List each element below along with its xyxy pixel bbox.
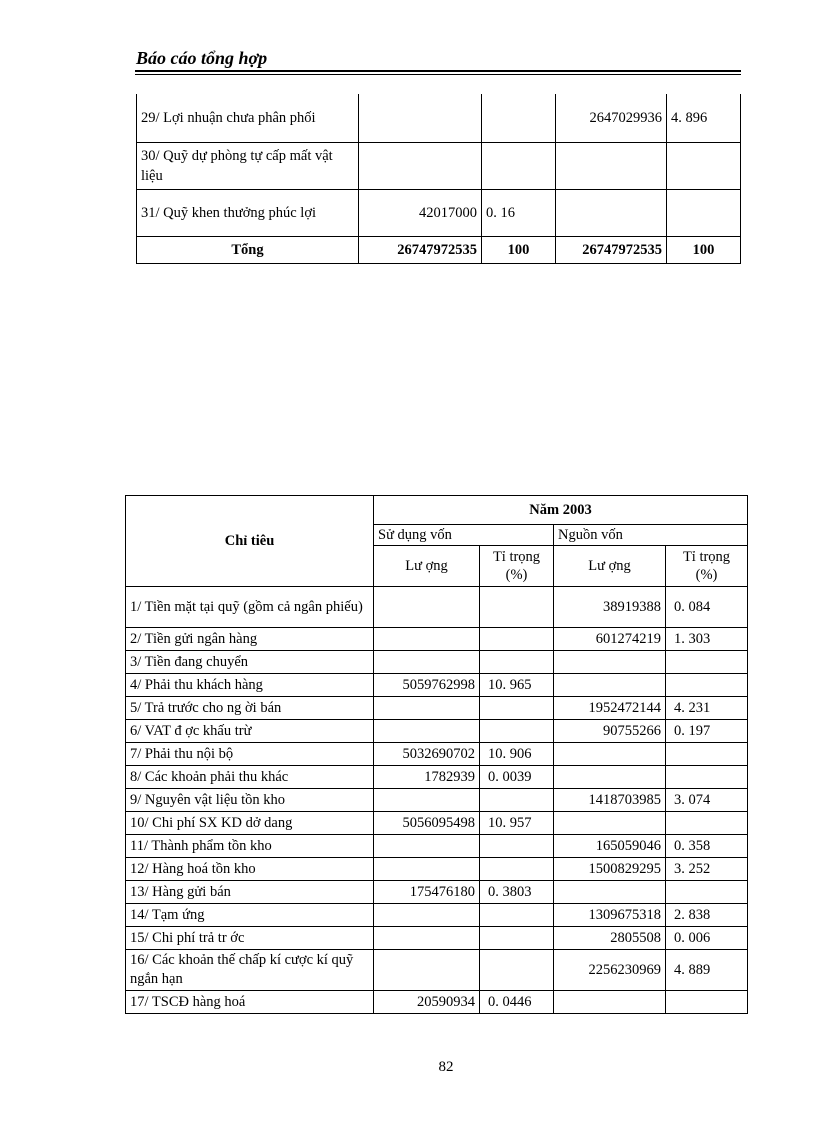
- use-ratio-header: Tỉ trọng (%): [480, 546, 554, 587]
- use-ratio-cell: 0. 3803: [480, 881, 554, 904]
- use-ratio-cell: [480, 651, 554, 674]
- table-row: [137, 189, 741, 236]
- table-row: [126, 651, 748, 674]
- table-row: [137, 142, 741, 189]
- source-ratio-cell: 3. 074: [666, 789, 748, 812]
- cell-amount-2: [556, 189, 667, 236]
- row-label: 2/ Tiền gửi ngân hàng: [126, 628, 374, 651]
- use-ratio-cell: [480, 697, 554, 720]
- page-header-title: Báo cáo tổng hợp: [136, 48, 268, 68]
- table-row: [126, 858, 748, 881]
- use-ratio-cell: [480, 858, 554, 881]
- source-ratio-cell: 4. 889: [666, 950, 748, 991]
- row-label: 31/ Quỹ khen thưởng phúc lợi: [137, 189, 359, 236]
- source-amount-cell: [554, 991, 666, 1014]
- source-ratio-cell: [666, 766, 748, 789]
- source-ratio-header: Tỉ trọng (%): [666, 546, 748, 587]
- source-amount-cell: 38919388: [554, 587, 666, 628]
- use-ratio-cell: [480, 904, 554, 927]
- total-row: [137, 236, 741, 263]
- total-ratio-2: 100: [667, 236, 741, 263]
- cell-ratio-1: [482, 142, 556, 189]
- source-amount-cell: [554, 651, 666, 674]
- use-amount-cell: [374, 927, 480, 950]
- total-amount-1: 26747972535: [359, 236, 482, 263]
- row-label: 16/ Các khoản thế chấp kí cược kí quỹ ngắn hạn: [126, 950, 374, 991]
- use-ratio-cell: 10. 957: [480, 812, 554, 835]
- table-row: [126, 812, 748, 835]
- table-row: [126, 881, 748, 904]
- table-row: [126, 766, 748, 789]
- total-ratio-1: 100: [482, 236, 556, 263]
- use-amount-cell: [374, 628, 480, 651]
- cell-ratio-2: [667, 142, 741, 189]
- source-ratio-cell: 0. 197: [666, 720, 748, 743]
- source-ratio-cell: [666, 881, 748, 904]
- row-label: 12/ Hàng hoá tồn kho: [126, 858, 374, 881]
- use-amount-cell: 1782939: [374, 766, 480, 789]
- table-row: [137, 94, 741, 142]
- use-ratio-cell: 0. 0039: [480, 766, 554, 789]
- source-ratio-cell: 0. 358: [666, 835, 748, 858]
- table-row: [126, 789, 748, 812]
- row-label: 7/ Phải thu nội bộ: [126, 743, 374, 766]
- table-row: [126, 927, 748, 950]
- row-label: 11/ Thành phẩm tồn kho: [126, 835, 374, 858]
- table-row: [126, 743, 748, 766]
- use-amount-header: Lư ợng: [374, 546, 480, 587]
- use-ratio-cell: 10. 906: [480, 743, 554, 766]
- page-number: 82: [438, 1059, 454, 1075]
- source-ratio-cell: [666, 991, 748, 1014]
- row-label: 8/ Các khoản phải thu khác: [126, 766, 374, 789]
- row-label: 3/ Tiền đang chuyển: [126, 651, 374, 674]
- source-ratio-cell: [666, 743, 748, 766]
- table-row: [126, 697, 748, 720]
- source-ratio-cell: 0. 006: [666, 927, 748, 950]
- source-ratio-cell: [666, 651, 748, 674]
- table-row: [126, 587, 748, 628]
- table-row: [126, 904, 748, 927]
- capital-use-header: Sử dụng vốn: [374, 525, 554, 546]
- use-amount-cell: [374, 720, 480, 743]
- table-row: [126, 628, 748, 651]
- header-rule: [135, 70, 741, 72]
- use-amount-cell: [374, 651, 480, 674]
- table-row: [126, 674, 748, 697]
- indicator-header: Chỉ tiêu: [126, 496, 374, 587]
- use-ratio-cell: [480, 587, 554, 628]
- use-ratio-cell: 0. 0446: [480, 991, 554, 1014]
- use-ratio-cell: [480, 628, 554, 651]
- row-label: 6/ VAT đ ợc khấu trừ: [126, 720, 374, 743]
- use-amount-cell: 5059762998: [374, 674, 480, 697]
- row-label: 4/ Phải thu khách hàng: [126, 674, 374, 697]
- use-amount-cell: [374, 789, 480, 812]
- capital-usage-table-2003: [125, 495, 748, 1014]
- capital-source-header: Nguồn vốn: [554, 525, 748, 546]
- use-amount-cell: 20590934: [374, 991, 480, 1014]
- use-ratio-cell: [480, 789, 554, 812]
- capital-source-table-continued: [136, 94, 741, 264]
- year-header: Năm 2003: [374, 496, 748, 525]
- source-amount-cell: 165059046: [554, 835, 666, 858]
- source-amount-cell: [554, 812, 666, 835]
- use-amount-cell: [374, 587, 480, 628]
- use-amount-cell: [374, 904, 480, 927]
- use-amount-cell: [374, 950, 480, 991]
- total-label: Tổng: [137, 236, 359, 263]
- cell-amount-1: 42017000: [359, 189, 482, 236]
- source-amount-cell: [554, 674, 666, 697]
- row-label: 13/ Hàng gửi bán: [126, 881, 374, 904]
- source-amount-cell: 1418703985: [554, 789, 666, 812]
- row-label: 9/ Nguyên vật liệu tồn kho: [126, 789, 374, 812]
- row-label: 17/ TSCĐ hàng hoá: [126, 991, 374, 1014]
- source-amount-header: Lư ợng: [554, 546, 666, 587]
- source-amount-cell: 90755266: [554, 720, 666, 743]
- use-ratio-cell: [480, 927, 554, 950]
- source-amount-cell: 1952472144: [554, 697, 666, 720]
- source-amount-cell: [554, 881, 666, 904]
- source-ratio-cell: 1. 303: [666, 628, 748, 651]
- cell-amount-2: 2647029936: [556, 94, 667, 142]
- source-ratio-cell: [666, 674, 748, 697]
- table-row: [126, 720, 748, 743]
- row-label: 5/ Trả trước cho ng ời bán: [126, 697, 374, 720]
- source-ratio-cell: 2. 838: [666, 904, 748, 927]
- table-row: [126, 991, 748, 1014]
- total-amount-2: 26747972535: [556, 236, 667, 263]
- use-amount-cell: 5032690702: [374, 743, 480, 766]
- row-label: 15/ Chi phí trả tr ớc: [126, 927, 374, 950]
- source-amount-cell: [554, 766, 666, 789]
- use-amount-cell: 5056095498: [374, 812, 480, 835]
- row-label: 1/ Tiền mặt tại quỹ (gồm cả ngân phiếu): [126, 587, 374, 628]
- cell-amount-1: [359, 94, 482, 142]
- row-label: 29/ Lợi nhuận chưa phân phối: [137, 94, 359, 142]
- use-amount-cell: [374, 835, 480, 858]
- source-ratio-cell: 3. 252: [666, 858, 748, 881]
- use-ratio-cell: 10. 965: [480, 674, 554, 697]
- cell-ratio-1: [482, 94, 556, 142]
- table-row: [126, 835, 748, 858]
- table-row: [126, 950, 748, 991]
- source-amount-cell: 1309675318: [554, 904, 666, 927]
- cell-ratio-2: [667, 189, 741, 236]
- source-amount-cell: 2256230969: [554, 950, 666, 991]
- source-ratio-cell: 4. 231: [666, 697, 748, 720]
- source-ratio-cell: 0. 084: [666, 587, 748, 628]
- cell-amount-1: [359, 142, 482, 189]
- use-amount-cell: [374, 697, 480, 720]
- use-ratio-cell: [480, 720, 554, 743]
- source-amount-cell: 601274219: [554, 628, 666, 651]
- cell-ratio-2: 4. 896: [667, 94, 741, 142]
- cell-ratio-1: 0. 16: [482, 189, 556, 236]
- row-label: 14/ Tạm ứng: [126, 904, 374, 927]
- use-amount-cell: [374, 858, 480, 881]
- use-ratio-cell: [480, 950, 554, 991]
- cell-amount-2: [556, 142, 667, 189]
- header-rule-thin: [135, 74, 741, 75]
- source-amount-cell: 1500829295: [554, 858, 666, 881]
- use-amount-cell: 175476180: [374, 881, 480, 904]
- use-ratio-cell: [480, 835, 554, 858]
- row-label: 10/ Chi phí SX KD dở dang: [126, 812, 374, 835]
- source-amount-cell: 2805508: [554, 927, 666, 950]
- source-amount-cell: [554, 743, 666, 766]
- row-label: 30/ Quỹ dự phòng tự cấp mất vật liệu: [137, 142, 359, 189]
- source-ratio-cell: [666, 812, 748, 835]
